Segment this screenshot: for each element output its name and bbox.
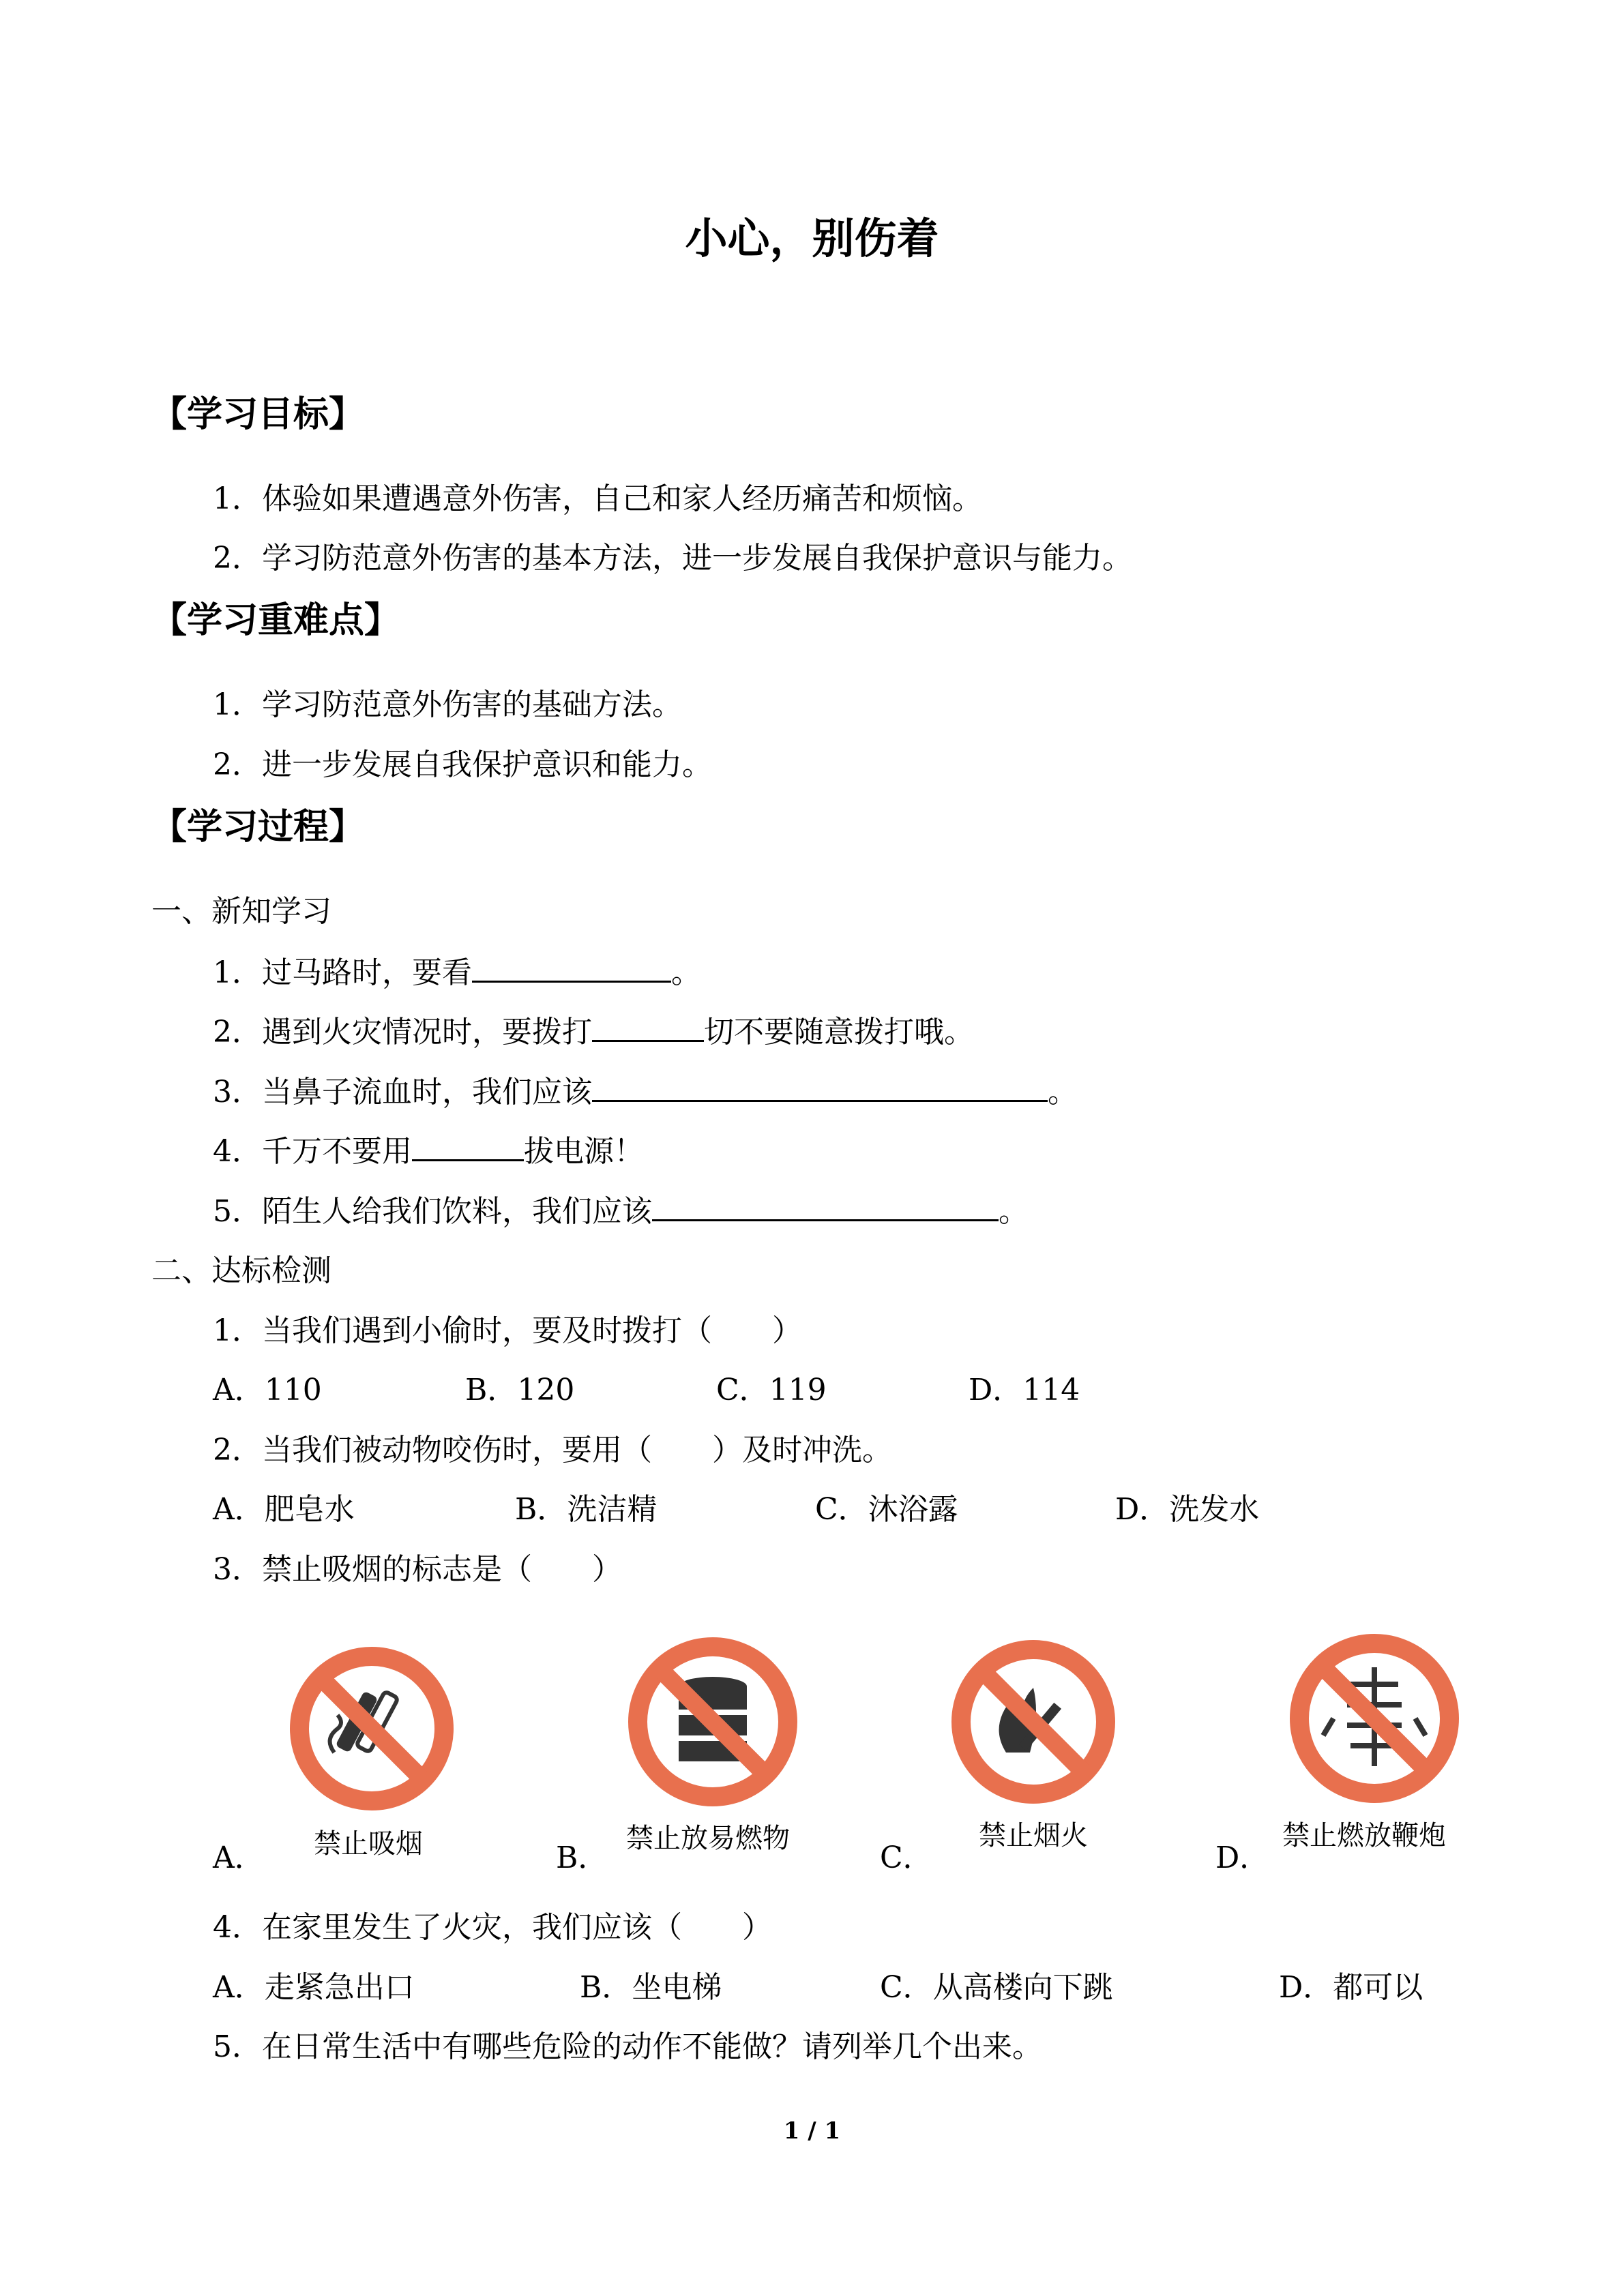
page-number: 1 / 1: [783, 2117, 841, 2145]
q1-option-d[interactable]: D．114: [969, 1373, 1080, 1407]
fill-item-3: [213, 1067, 1078, 1111]
section-goals: 【学习目标】: [151, 393, 365, 435]
q2-option-c[interactable]: C．沐浴露: [815, 1492, 958, 1527]
section-process: 【学习过程】: [151, 806, 365, 848]
no-flammables-sign-icon[interactable]: [624, 1633, 801, 1810]
fill-item-text: 5．陌生人给我们饮料，我们应该: [213, 1194, 652, 1229]
goal-1: 1．体验如果遭遇意外伤害，自己和家人经历痛苦和烦恼。: [213, 481, 982, 516]
fill-item-4: [213, 1127, 644, 1170]
fill-item-text: 。: [1048, 1075, 1078, 1109]
section-key-points: 【学习重难点】: [151, 599, 400, 641]
q1-option-b[interactable]: B．120: [465, 1373, 575, 1407]
key-point-1: 1．学习防范意外伤害的基础方法。: [213, 687, 682, 722]
q2-option-d[interactable]: D．洗发水: [1115, 1492, 1260, 1527]
q1-stem: 1．当我们遇到小偷时，要及时拨打（ ）: [213, 1313, 802, 1348]
q5-stem: 5．在日常生活中有哪些危险的动作不能做？请列举几个出来。: [213, 2029, 1042, 2064]
q3-option-c[interactable]: C．: [880, 1840, 933, 1875]
part1-heading: 一、新知学习: [151, 894, 331, 929]
fill-item-text: 4．千万不要用: [213, 1134, 412, 1169]
page-title: 小心，别伤着: [685, 213, 939, 263]
q3-option-d[interactable]: D．: [1215, 1840, 1270, 1875]
q4-option-d[interactable]: D．都可以: [1279, 1970, 1423, 2005]
sign-caption-d: 禁止燃放鞭炮: [1282, 1820, 1446, 1851]
q1-option-a[interactable]: A．110: [213, 1373, 322, 1407]
key-point-2: 2．进一步发展自我保护意识和能力。: [213, 747, 712, 782]
answer-blank[interactable]: [412, 1129, 524, 1161]
fill-item-text: 。: [671, 955, 701, 990]
fill-item-text: 1．过马路时，要看: [213, 955, 472, 990]
q3-option-a[interactable]: A．: [213, 1840, 265, 1875]
q4-option-c[interactable]: C．从高楼向下跳: [880, 1970, 1113, 2005]
sign-caption-a: 禁止吸烟: [314, 1828, 423, 1860]
no-firecrackers-sign-icon[interactable]: [1286, 1630, 1463, 1807]
fill-item-text: 拔电源！: [524, 1134, 644, 1169]
fill-item-text: 2．遇到火灾情况时，要拨打: [213, 1015, 592, 1049]
fill-item-text: 切不要随意拨打哦。: [704, 1015, 974, 1049]
answer-blank[interactable]: [472, 951, 671, 983]
fill-item-2: [213, 1007, 974, 1051]
q4-option-a[interactable]: A．走紧急出口: [213, 1970, 415, 2005]
goal-2: 2．学习防范意外伤害的基本方法，进一步发展自我保护意识与能力。: [213, 541, 1132, 576]
answer-blank[interactable]: [592, 1070, 1048, 1102]
q3-stem: 3．禁止吸烟的标志是（ ）: [213, 1552, 622, 1587]
q2-option-a[interactable]: A．肥皂水: [213, 1492, 355, 1527]
q3-option-b[interactable]: B．: [556, 1840, 608, 1875]
part2-heading: 二、达标检测: [151, 1253, 331, 1288]
q2-stem: 2．当我们被动物咬伤时，要用（ ）及时冲洗。: [213, 1433, 892, 1467]
q4-stem: 4．在家里发生了火灾，我们应该（ ）: [213, 1910, 772, 1945]
fill-item-5: [213, 1187, 1029, 1230]
no-smoking-sign-icon[interactable]: [286, 1643, 457, 1814]
q2-option-b[interactable]: B．洗洁精: [515, 1492, 658, 1527]
fill-item-1: [213, 948, 701, 992]
fill-item-text: 3．当鼻子流血时，我们应该: [213, 1075, 592, 1109]
answer-blank[interactable]: [652, 1189, 999, 1221]
q1-option-c[interactable]: C．119: [716, 1373, 827, 1407]
no-fire-sign-icon[interactable]: [948, 1637, 1119, 1807]
sign-caption-c: 禁止烟火: [979, 1820, 1088, 1851]
fill-item-text: 。: [999, 1194, 1029, 1229]
q4-option-b[interactable]: B．坐电梯: [580, 1970, 722, 2005]
answer-blank[interactable]: [592, 1010, 704, 1042]
sign-caption-b: 禁止放易燃物: [626, 1823, 790, 1854]
